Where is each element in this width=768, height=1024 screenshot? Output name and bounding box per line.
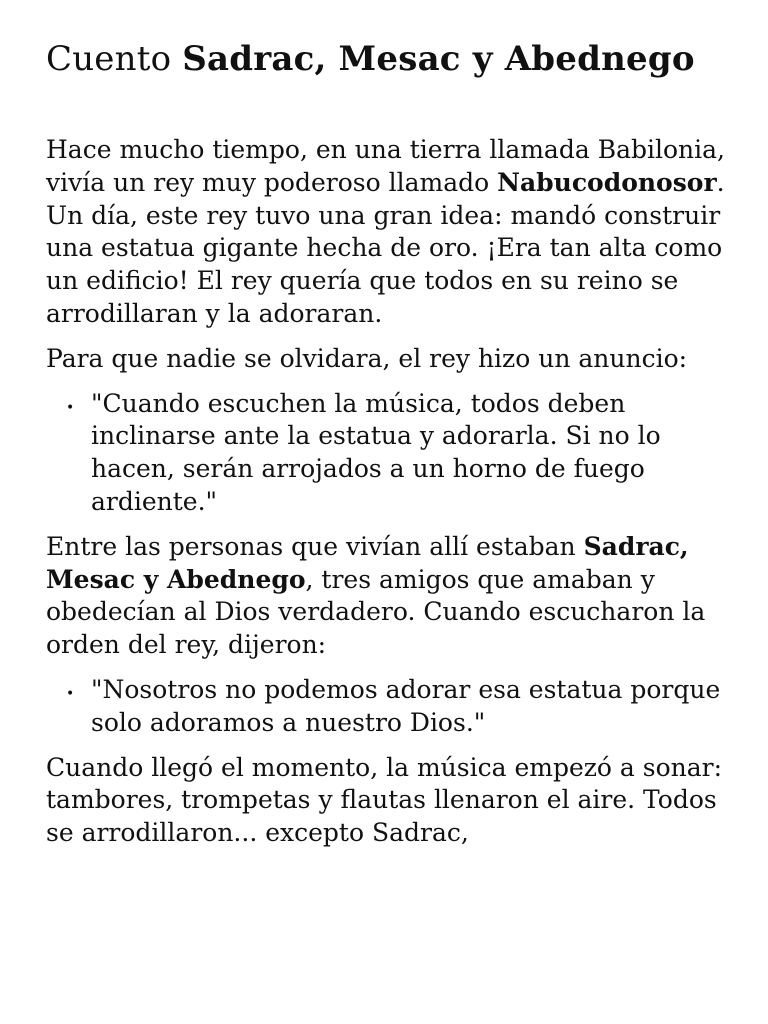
intro-text-end: . Un día, este rey tuvo una gran idea: mandó construir una estatua gigante hecha de oro. ¡Era tan alta como un edificio! El rey quería que todos en su reino se arrodillaran y la adoraran. [46, 167, 725, 328]
intro-text-start: Hace mucho tiempo, en una tierra llamada Babilonia, vivía un rey muy poderoso llamado [46, 135, 725, 197]
quote-list-response [46, 674, 728, 740]
friends-text-start: Entre las personas que vivían allí estaban [46, 531, 584, 561]
response-quote: "Nosotros no podemos adorar esa estatua porque solo adoramos a nuestro Dios." [91, 674, 721, 737]
list-item [46, 388, 728, 519]
paragraph-friends [46, 531, 728, 662]
quote-list-decree [46, 388, 728, 519]
story-body [46, 134, 728, 850]
paragraph-music: Cuando llegó el momento, la música empezó a sonar: tambores, trompetas y flautas llenaron el aire. Todos se arrodillaron... excepto Sadrac, [46, 752, 723, 848]
decree-quote: "Cuando escuchen la música, todos deben inclinarse ante la estatua y adorarla. Si no lo hacen, serán arrojados a un horno de fuego ardiente." [91, 388, 661, 516]
paragraph-intro [46, 134, 728, 331]
friends-text-end: , tres amigos que amaban y obedecían al Dios verdadero. Cuando escucharon la orden del rey, dijeron: [46, 564, 706, 660]
bullet-icon: • [66, 685, 75, 702]
bullet-icon: • [66, 399, 75, 416]
friends-names: Sadrac, Mesac y Abednego [46, 531, 689, 594]
title-bold: Sadrac, Mesac y Abednego [182, 39, 695, 79]
king-name: Nabucodonosor [497, 167, 717, 197]
list-item [46, 674, 728, 740]
title-prefix: Cuento [46, 39, 183, 79]
paragraph-announcement: Para que nadie se olvidara, el rey hizo un anuncio: [46, 343, 688, 373]
story-title [46, 36, 728, 82]
